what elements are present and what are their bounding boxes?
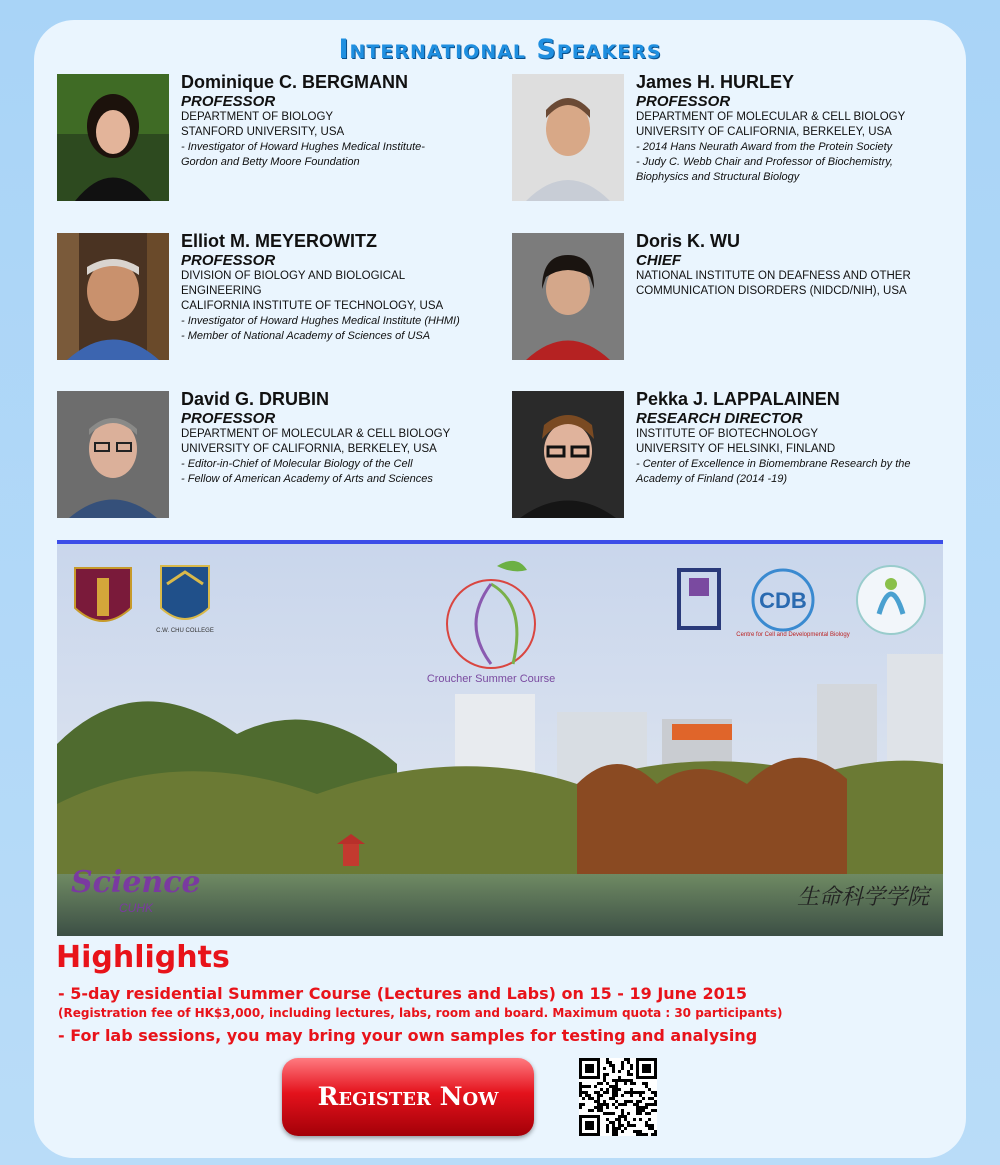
speaker-photo — [57, 74, 169, 201]
speaker-role: PROFESSOR — [181, 410, 276, 427]
speaker-photo — [512, 74, 624, 201]
highlight-lab-samples: - For lab sessions, you may bring your own samples for testing and analysing — [58, 1026, 758, 1045]
speaker-note: Gordon and Betty Moore Foundation — [181, 156, 360, 168]
speaker-affiliation: DEPARTMENT OF MOLECULAR & CELL BIOLOGY — [636, 111, 906, 123]
speaker-name: Pekka J. LAPPALAINEN — [636, 389, 840, 409]
speaker-affiliation: DEPARTMENT OF BIOLOGY — [181, 111, 334, 123]
highlight-course-dates: - 5-day residential Summer Course (Lectures and Labs) on 15 - 19 June 2015 — [58, 984, 748, 1003]
speaker-card — [57, 74, 497, 204]
speaker-card — [57, 233, 497, 363]
speaker-name: Elliot M. MEYEROWITZ — [181, 231, 377, 251]
speaker-info — [636, 72, 956, 185]
speaker-affiliation: ENGINEERING — [181, 285, 262, 297]
speaker-role: PROFESSOR — [181, 93, 276, 110]
speaker-card — [512, 74, 952, 204]
speaker-affiliation: CALIFORNIA INSTITUTE OF TECHNOLOGY, USA — [181, 300, 444, 312]
speaker-note: - Fellow of American Academy of Arts and Sciences — [181, 473, 433, 485]
speaker-role: PROFESSOR — [636, 93, 731, 110]
speaker-info — [636, 389, 956, 487]
speaker-card — [512, 391, 952, 521]
speaker-photo — [512, 233, 624, 360]
croucher-logo-text: Croucher Summer Course — [426, 673, 556, 685]
speaker-note: - Judy C. Webb Chair and Professor of Biochemistry, — [636, 156, 893, 168]
speaker-note: - Investigator of Howard Hughes Medical Institute (HHMI) — [181, 315, 460, 327]
register-now-button[interactable]: Register Now — [282, 1058, 534, 1136]
speaker-note: - Investigator of Howard Hughes Medical Institute- — [181, 141, 425, 153]
speaker-affiliation: NATIONAL INSTITUTE ON DEAFNESS AND OTHER — [636, 270, 911, 282]
speaker-photo — [512, 391, 624, 518]
speaker-photo — [57, 233, 169, 360]
cdb-caption: Centre for Cell and Developmental Biology — [736, 632, 850, 638]
speaker-name: David G. DRUBIN — [181, 389, 330, 409]
speaker-affiliation: INSTITUTE OF BIOTECHNOLOGY — [636, 428, 819, 440]
speaker-affiliation: DIVISION OF BIOLOGY AND BIOLOGICAL — [181, 270, 406, 282]
speaker-name: James H. HURLEY — [636, 72, 795, 92]
cdb-label: CDB — [759, 588, 807, 613]
qr-code-graphic — [579, 1058, 657, 1136]
speaker-info — [636, 231, 956, 299]
speaker-note: - Member of National Academy of Sciences of USA — [181, 330, 431, 342]
speaker-info — [181, 389, 501, 487]
speaker-name: Dominique C. BERGMANN — [181, 72, 408, 92]
speaker-name: Doris K. WU — [636, 231, 741, 251]
speaker-card — [512, 233, 952, 363]
speaker-affiliation: UNIVERSITY OF CALIFORNIA, BERKELEY, USA — [636, 126, 892, 138]
speaker-role: PROFESSOR — [181, 252, 276, 269]
campus-banner — [57, 540, 943, 936]
speaker-note: - Center of Excellence in Biomembrane Research by the — [636, 458, 911, 470]
speaker-affiliation: COMMUNICATION DISORDERS (NIDCD/NIH), USA — [636, 285, 907, 297]
highlights-title: Highlights — [56, 940, 230, 975]
partner-logo-icon — [857, 566, 925, 634]
speaker-role: CHIEF — [636, 252, 681, 269]
speaker-info — [181, 231, 501, 344]
speaker-affiliation: DEPARTMENT OF MOLECULAR & CELL BIOLOGY — [181, 428, 451, 440]
cuhk-crest-icon — [75, 568, 131, 621]
chinese-calligraphy: 生命科学学院 — [797, 885, 930, 910]
speaker-affiliation: UNIVERSITY OF HELSINKI, FINLAND — [636, 443, 836, 455]
campus-illustration — [57, 544, 943, 936]
science-logo: Science — [71, 865, 201, 900]
speaker-affiliation: UNIVERSITY OF CALIFORNIA, BERKELEY, USA — [181, 443, 437, 455]
speaker-note: - 2014 Hans Neurath Award from the Protein Society — [636, 141, 893, 153]
qr-code-icon[interactable] — [579, 1058, 657, 1136]
page-title: International Speakers — [338, 34, 662, 65]
science-sub: CUHK — [119, 901, 154, 915]
speaker-affiliation: STANFORD UNIVERSITY, USA — [181, 126, 345, 138]
speaker-role: RESEARCH DIRECTOR — [636, 410, 803, 427]
speaker-note: Academy of Finland (2014 -19) — [636, 473, 788, 485]
college-caption: C.W. CHU COLLEGE — [156, 628, 214, 634]
speaker-note: Biophysics and Structural Biology — [636, 171, 800, 183]
speaker-note: - Editor-in-Chief of Molecular Biology of the Cell — [181, 458, 413, 470]
speaker-photo — [57, 391, 169, 518]
speaker-info — [181, 72, 501, 170]
highlight-registration-fee: (Registration fee of HK$3,000, including lectures, labs, room and board. Maximum quota : 30 participants) — [58, 1006, 783, 1020]
speaker-card — [57, 391, 497, 521]
